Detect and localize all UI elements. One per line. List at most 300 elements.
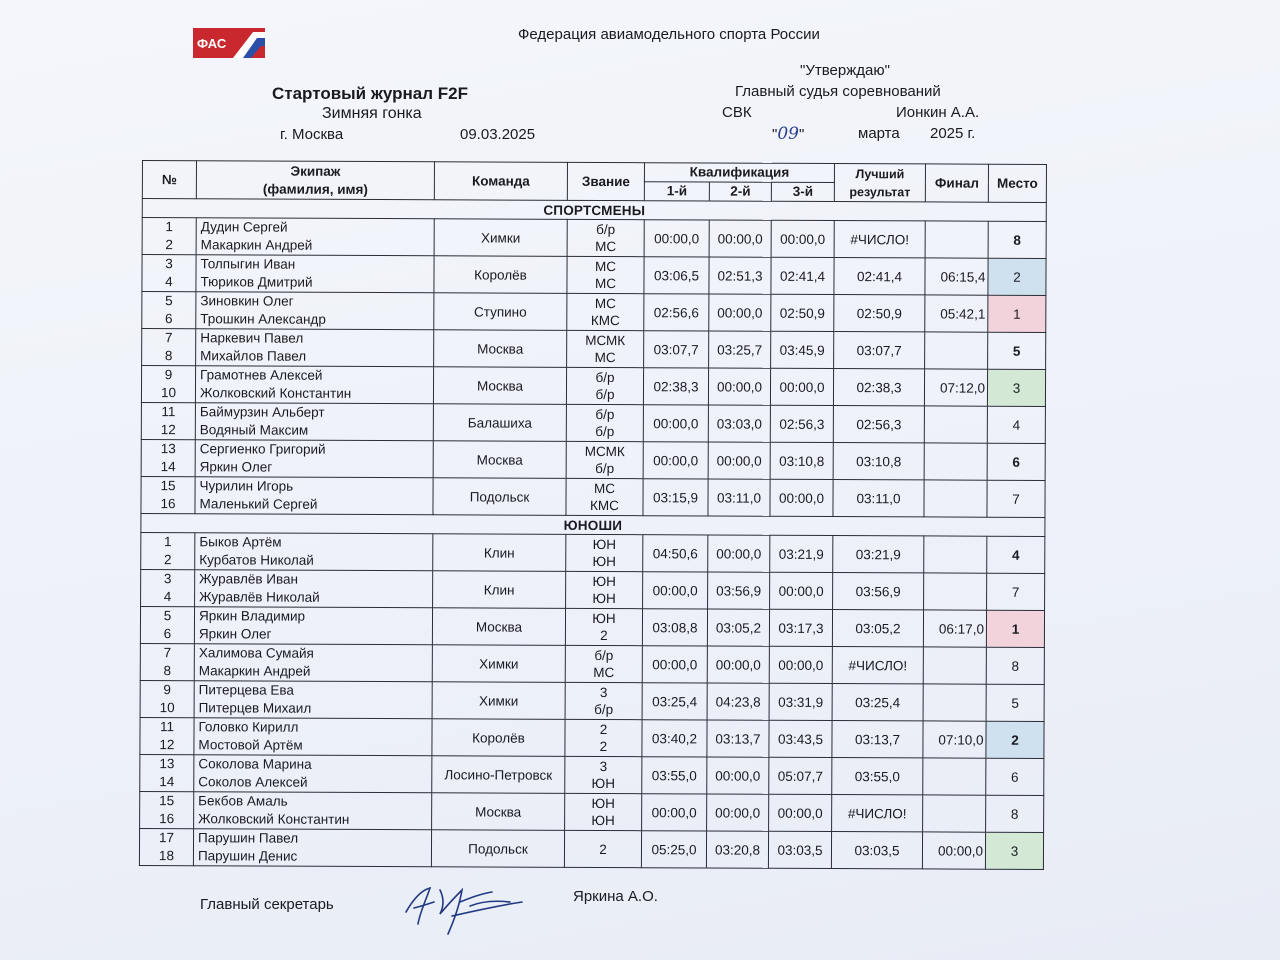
best-result-cell: 03:56,9	[833, 573, 924, 610]
mechanic-name: Макаркин Андрей	[198, 663, 311, 679]
qual-3-cell: 00:00,0	[769, 794, 832, 831]
qual-3-cell: 03:21,9	[770, 535, 833, 572]
place-cell: 1	[986, 610, 1044, 647]
start-number-2: 6	[163, 626, 172, 642]
best-result-cell: #ЧИСЛО!	[832, 795, 923, 832]
rank-1: б/р	[595, 369, 615, 386]
final-cell	[925, 221, 988, 258]
team-cell: Ступино	[434, 293, 567, 331]
col-crew-line2: (фамилия, имя)	[262, 181, 368, 197]
judge-category: СВК	[722, 104, 752, 121]
pilot-name: Чурилин Игорь	[199, 478, 294, 494]
col-final: Финал	[925, 164, 988, 202]
qual-3-cell: 02:41,4	[771, 257, 834, 294]
pilot-name: Бекбов Амаль	[198, 793, 288, 809]
mechanic-name: Тюриков Дмитрий	[200, 274, 313, 290]
rank-2: б/р	[595, 460, 615, 477]
secretary-name: Яркина А.О.	[573, 888, 658, 905]
qual-3-cell: 00:00,0	[770, 368, 833, 405]
place-cell: 7	[987, 573, 1045, 610]
mechanic-name: Водяный Максим	[199, 422, 309, 438]
rank-2: МС	[594, 349, 616, 366]
start-number-2: 16	[160, 496, 176, 512]
qual-3-cell: 00:00,0	[771, 220, 834, 257]
mechanic-name: Соколов Алексей	[198, 774, 308, 790]
final-cell: 06:17,0	[923, 610, 986, 647]
team-cell: Москва	[433, 367, 566, 405]
team-cell: Химки	[432, 645, 565, 683]
pilot-name: Журавлёв Иван	[199, 571, 299, 587]
rank-cell	[567, 219, 644, 256]
rank-1: МС	[595, 258, 617, 275]
rank-1: МС	[594, 480, 616, 497]
qual-1-cell: 03:07,7	[644, 331, 709, 368]
team-cell: Химки	[434, 219, 567, 257]
qual-2-cell: 00:00,0	[708, 368, 770, 405]
start-number-2: 6	[165, 311, 173, 327]
rank-cell	[566, 441, 643, 478]
rank-cell	[565, 756, 642, 793]
approve-year: 2025 г.	[930, 125, 976, 142]
qual-2-cell: 00:00,0	[707, 757, 769, 794]
crew-numbers	[141, 366, 195, 403]
final-cell	[924, 443, 987, 480]
start-number-2: 18	[158, 848, 175, 864]
table-row	[141, 569, 1045, 610]
qual-2-cell: 03:05,2	[707, 609, 769, 646]
start-number-1: 11	[161, 404, 176, 420]
crew-numbers	[141, 402, 195, 439]
crew-names	[194, 792, 432, 830]
pilot-name: Халимова Сумайя	[198, 645, 314, 661]
final-cell	[924, 573, 987, 610]
crew-names	[195, 403, 433, 441]
col-q2: 2-й	[709, 182, 771, 201]
qual-2-cell: 03:25,7	[709, 331, 771, 368]
final-cell	[925, 332, 988, 369]
mechanic-name: Питерцев Михаил	[198, 700, 312, 716]
rank-cell	[565, 608, 642, 645]
qual-2-cell: 02:51,3	[709, 257, 771, 294]
table-row	[141, 366, 1045, 407]
start-number-2: 10	[159, 700, 175, 716]
rank-1: ЮН	[592, 573, 616, 590]
crew-numbers	[141, 476, 195, 513]
rank-2: МС	[594, 275, 616, 292]
qual-3-cell: 03:03,5	[768, 831, 831, 868]
start-number-1: 7	[164, 330, 173, 346]
qual-3-cell: 03:43,5	[769, 720, 832, 757]
pilot-name: Быков Артём	[199, 534, 282, 550]
start-number-1: 1	[165, 219, 173, 235]
final-cell	[923, 684, 986, 721]
qual-1-cell: 00:00,0	[643, 442, 708, 479]
rank-cell	[567, 256, 644, 293]
start-number-2: 2	[165, 237, 173, 253]
final-cell: 05:42,1	[925, 295, 988, 332]
qual-3-cell: 05:07,7	[769, 757, 832, 794]
qual-1-cell: 04:50,6	[643, 535, 708, 572]
crew-numbers	[140, 717, 194, 754]
pilot-name: Дудин Сергей	[200, 219, 288, 235]
rank-1: МСМК	[585, 332, 626, 349]
start-number-2: 16	[159, 811, 175, 827]
start-number-1: 11	[159, 719, 175, 735]
team-cell: Королёв	[432, 719, 565, 757]
start-number-1: 17	[158, 830, 175, 846]
best-result-cell: 03:10,8	[833, 443, 924, 480]
start-number-1: 13	[160, 441, 176, 457]
qual-1-cell: 05:25,0	[641, 831, 706, 868]
start-journal-table	[139, 160, 1047, 870]
crew-names	[194, 755, 432, 793]
pilot-name: Яркин Владимир	[198, 608, 306, 624]
rank-cell	[565, 682, 642, 719]
col-crew	[196, 161, 434, 200]
qual-2-cell: 00:00,0	[708, 442, 770, 479]
col-q3: 3-й	[771, 182, 834, 201]
pilot-name: Сергиенко Григорий	[199, 441, 326, 457]
rank-cell	[566, 478, 643, 515]
qual-1-cell: 00:00,0	[643, 572, 708, 609]
pilot-name: Зиновкин Олег	[200, 293, 294, 309]
crew-names	[195, 570, 433, 608]
mechanic-name: Маленький Сергей	[199, 496, 318, 512]
table-row	[140, 680, 1044, 721]
rank-cell	[567, 330, 644, 367]
pilot-name: Грамотнев Алексей	[200, 367, 323, 383]
mechanic-name: Жолковский Константин	[198, 811, 350, 827]
start-number-1: 15	[160, 478, 176, 494]
rank-1: ЮН	[591, 795, 615, 812]
rank-1: 2	[599, 722, 608, 738]
rank-1: 3	[599, 685, 608, 701]
rank-cell	[565, 793, 642, 830]
pilot-name: Соколова Марина	[198, 756, 312, 772]
place-cell: 6	[987, 443, 1045, 480]
final-cell: 06:15,4	[925, 258, 988, 295]
col-q1: 1-й	[644, 182, 709, 201]
place-cell: 8	[986, 795, 1044, 832]
team-cell: Балашиха	[433, 404, 566, 442]
pilot-name: Баймурзин Альберт	[199, 404, 325, 420]
qual-2-cell: 03:13,7	[707, 720, 769, 757]
section-title: ЮНОШИ	[141, 513, 1045, 536]
rank-2: б/р	[594, 701, 614, 718]
start-number-2: 12	[160, 422, 176, 438]
rank-2: 2	[599, 739, 608, 755]
section-title: СПОРТСМЕНЫ	[142, 199, 1046, 222]
team-cell: Москва	[432, 793, 565, 831]
col-best-line1: Лучший	[855, 166, 905, 181]
city: г. Москва	[280, 126, 344, 143]
journal-body	[139, 199, 1046, 870]
qual-1-cell: 03:40,2	[642, 720, 707, 757]
qual-1-cell: 00:00,0	[642, 646, 707, 683]
col-num: №	[142, 161, 196, 199]
team-cell: Клин	[433, 571, 566, 609]
competition-date: 09.03.2025	[460, 126, 536, 143]
col-rank: Звание	[567, 162, 644, 200]
start-number-1: 1	[164, 534, 172, 550]
qual-2-cell: 03:20,8	[706, 831, 768, 868]
col-qualification: Квалификация	[644, 163, 834, 183]
start-number-1: 9	[163, 682, 171, 698]
best-result-cell: 03:25,4	[832, 684, 923, 721]
rank-1: б/р	[595, 406, 615, 423]
rank-1: б/р	[594, 647, 614, 664]
qual-1-cell: 00:00,0	[644, 220, 709, 257]
qual-1-cell: 03:15,9	[643, 479, 708, 516]
rank-1: б/р	[596, 221, 616, 238]
mechanic-name: Макаркин Андрей	[200, 237, 313, 253]
best-result-cell: #ЧИСЛО!	[832, 647, 923, 684]
qual-3-cell: 03:45,9	[771, 331, 834, 368]
start-number-1: 9	[164, 367, 173, 383]
qual-2-cell: 00:00,0	[707, 794, 769, 831]
signature-icon	[400, 872, 530, 942]
start-number-2: 10	[160, 385, 177, 401]
mechanic-name: Михайлов Павел	[200, 348, 307, 364]
start-number-2: 2	[163, 552, 172, 568]
table-row	[140, 717, 1044, 758]
best-result-cell: 03:03,5	[831, 832, 922, 869]
crew-names	[194, 644, 432, 682]
crew-numbers	[140, 643, 194, 680]
crew-numbers	[140, 680, 194, 717]
qual-3-cell: 00:00,0	[770, 572, 833, 609]
qual-3-cell: 03:10,8	[770, 442, 833, 479]
qual-3-cell: 00:00,0	[770, 479, 833, 516]
approve-day-value: 09	[777, 124, 799, 144]
best-result-cell: 02:50,9	[834, 295, 925, 332]
crew-names	[196, 255, 434, 293]
place-cell: 8	[988, 221, 1046, 258]
competition-name: Зимняя гонка	[322, 105, 422, 122]
rank-1: 3	[599, 759, 608, 775]
crew-names	[194, 681, 432, 719]
crew-names	[195, 477, 433, 515]
qual-1-cell: 03:06,5	[644, 257, 709, 294]
best-result-cell: 03:07,7	[834, 332, 925, 369]
team-cell: Королёв	[434, 256, 567, 294]
approve-label: "Утверждаю"	[800, 62, 890, 79]
start-number-1: 3	[163, 571, 172, 587]
team-cell: Москва	[432, 608, 565, 646]
table-row	[142, 292, 1046, 333]
qual-2-cell: 00:00,0	[709, 220, 771, 257]
place-cell: 2	[988, 258, 1046, 295]
pilot-name: Толпыгин Иван	[200, 256, 296, 272]
crew-names	[196, 292, 434, 330]
final-cell	[923, 795, 986, 832]
table-row	[141, 439, 1045, 480]
place-cell: 3	[985, 832, 1043, 869]
crew-names	[193, 829, 431, 867]
journal-title: Стартовый журнал F2F	[272, 84, 468, 103]
mechanic-name: Яркин Олег	[199, 459, 273, 475]
rank-2: КМС	[590, 312, 620, 329]
table-row	[139, 828, 1043, 869]
start-number-2: 14	[159, 774, 175, 790]
rank-2: МС	[593, 664, 615, 681]
qual-3-cell: 02:56,3	[770, 405, 833, 442]
rank-1: ЮН	[592, 536, 617, 553]
qual-2-cell: 03:11,0	[708, 479, 770, 516]
col-team: Команда	[434, 162, 567, 201]
table-row	[141, 532, 1045, 573]
place-cell: 1	[988, 295, 1046, 332]
table-row	[140, 791, 1044, 832]
best-result-cell: 03:13,7	[832, 721, 923, 758]
pilot-name: Питерцева Ева	[198, 682, 294, 698]
col-crew-line1: Экипаж	[290, 163, 341, 179]
rank-2: ЮН	[591, 775, 616, 792]
best-result-cell: 03:55,0	[832, 758, 923, 795]
place-cell: 2	[986, 721, 1044, 758]
rank-2: МС	[595, 238, 617, 255]
qual-1-cell: 03:08,8	[642, 609, 707, 646]
team-cell: Москва	[433, 441, 566, 479]
start-number-2: 4	[163, 589, 172, 605]
final-cell	[924, 536, 987, 573]
col-place: Место	[988, 164, 1046, 202]
final-cell	[923, 647, 986, 684]
qual-2-cell: 00:00,0	[709, 294, 771, 331]
start-number-1: 5	[165, 293, 173, 309]
pilot-name: Наркевич Павел	[200, 330, 304, 346]
crew-names	[196, 329, 434, 367]
rank-2: ЮН	[592, 553, 616, 570]
place-cell: 7	[987, 480, 1045, 517]
qual-2-cell: 04:23,8	[707, 683, 769, 720]
crew-numbers	[142, 255, 196, 292]
crew-names	[195, 366, 433, 404]
start-number-2: 8	[164, 348, 173, 364]
table-row	[141, 402, 1045, 443]
qual-3-cell: 02:50,9	[771, 294, 834, 331]
crew-numbers	[141, 439, 195, 476]
qual-1-cell: 03:55,0	[642, 757, 707, 794]
rank-1: МСМК	[584, 443, 625, 460]
rank-2: 2	[600, 628, 608, 644]
final-cell: 07:12,0	[924, 369, 987, 406]
chief-judge-name: Ионкин А.А.	[896, 104, 980, 121]
team-cell: Подольск	[433, 478, 566, 516]
chief-judge-role: Главный судья соревнований	[735, 83, 941, 100]
rank-cell	[566, 571, 643, 608]
qual-1-cell: 00:00,0	[643, 405, 708, 442]
qual-3-cell: 03:31,9	[769, 683, 832, 720]
start-number-1: 3	[165, 256, 173, 272]
crew-numbers	[142, 218, 196, 255]
pilot-name: Парушин Павел	[198, 830, 299, 846]
team-cell: Лосино-Петровск	[432, 756, 565, 794]
crew-names	[195, 440, 433, 478]
start-number-1: 15	[159, 793, 175, 809]
rank-1: ЮН	[592, 610, 616, 627]
federation-name: Федерация авиамодельного спорта России	[518, 26, 820, 43]
rank-2: б/р	[595, 423, 615, 440]
mechanic-name: Журавлёв Николай	[199, 589, 320, 605]
final-cell: 07:10,0	[923, 721, 986, 758]
crew-names	[195, 533, 433, 571]
start-number-1: 13	[159, 756, 175, 772]
mechanic-name: Парушин Денис	[197, 848, 298, 864]
best-result-cell: 02:38,3	[833, 369, 924, 406]
approve-day: "09"	[772, 124, 805, 144]
table-row	[142, 218, 1046, 259]
crew-numbers	[142, 292, 196, 329]
qual-1-cell: 00:00,0	[642, 794, 707, 831]
best-result-cell: 03:05,2	[832, 610, 923, 647]
mechanic-name: Курбатов Николай	[199, 552, 314, 568]
qual-2-cell: 03:56,9	[708, 572, 770, 609]
mechanic-name: Мостовой Артём	[198, 737, 303, 753]
fas-logo-icon	[193, 28, 265, 58]
qual-2-cell: 03:03,0	[708, 405, 770, 442]
place-cell: 4	[987, 406, 1045, 443]
team-cell: Москва	[434, 330, 567, 368]
crew-numbers	[141, 569, 195, 606]
place-cell: 5	[986, 684, 1044, 721]
crew-names	[194, 607, 432, 645]
table-row	[140, 754, 1044, 795]
table-row	[140, 643, 1044, 684]
rank-cell	[566, 534, 643, 571]
best-result-cell: 02:41,4	[834, 258, 925, 295]
best-result-cell: 03:11,0	[833, 480, 924, 517]
table-row	[140, 606, 1044, 647]
final-cell	[924, 406, 987, 443]
secretary-label: Главный секретарь	[200, 896, 334, 913]
rank-cell	[566, 367, 643, 404]
mechanic-name: Жолковский Константин	[199, 385, 352, 401]
crew-numbers	[139, 828, 193, 865]
best-result-cell: 03:21,9	[833, 536, 924, 573]
crew-numbers	[140, 791, 194, 828]
team-cell: Химки	[432, 682, 565, 720]
crew-names	[196, 218, 434, 256]
crew-numbers	[140, 754, 194, 791]
col-best	[834, 164, 925, 202]
start-number-1: 7	[163, 645, 172, 661]
rank-2: ЮН	[591, 812, 615, 829]
rank-2: ЮН	[592, 590, 616, 607]
table-row	[142, 329, 1046, 370]
qual-2-cell: 00:00,0	[708, 535, 770, 572]
rank-cell	[565, 645, 642, 682]
crew-numbers	[141, 532, 195, 569]
qual-3-cell: 03:17,3	[769, 609, 832, 646]
start-number-2: 4	[165, 274, 173, 290]
rank-cell	[567, 293, 644, 330]
qual-1-cell: 02:38,3	[643, 368, 708, 405]
rank-2: КМС	[590, 497, 619, 514]
approve-month: марта	[858, 125, 900, 142]
rank-cell	[566, 404, 643, 441]
start-number-2: 12	[159, 737, 175, 753]
place-cell: 6	[986, 758, 1044, 795]
qual-3-cell: 00:00,0	[769, 646, 832, 683]
qual-1-cell: 02:56,6	[644, 294, 709, 331]
final-cell: 00:00,0	[922, 832, 985, 869]
pilot-name: Головко Кирилл	[198, 719, 299, 735]
rank-cell	[565, 719, 642, 756]
final-cell	[924, 480, 987, 517]
crew-numbers	[140, 606, 194, 643]
place-cell: 5	[988, 332, 1046, 369]
